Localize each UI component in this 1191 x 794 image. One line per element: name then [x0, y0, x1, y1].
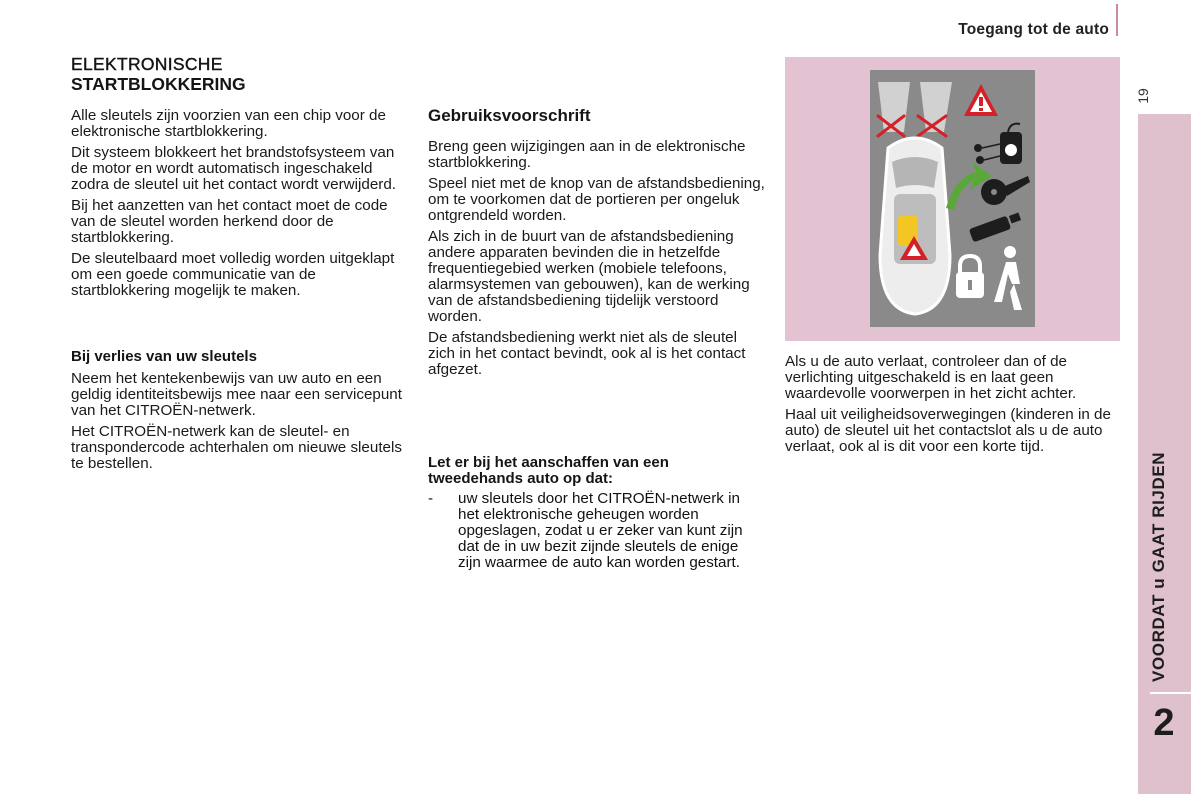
column-3-body — [785, 354, 1125, 460]
tab-divider — [1150, 692, 1191, 694]
safety-illustration — [870, 70, 1035, 327]
paragraph: Bij het aanzetten van het contact moet de code van de sleutel worden herkend door de startblokkering. — [71, 197, 388, 246]
section-title-line1: ELEKTRONISCHE — [71, 54, 223, 74]
paragraph: Dit systeem blokkeert het brandstofsysteem van de motor en wordt automatisch ingeschakeld zodra de sleutel uit het contact wordt verwijderd. — [71, 144, 397, 193]
paragraph: De afstandsbediening werkt niet als de sleutel zich in het contact bevindt, ook al is het contact afgezet. — [428, 329, 746, 378]
lost-keys-body — [71, 371, 411, 477]
chapter-title: VOORDAT u GAAT RIJDEN — [1149, 451, 1168, 682]
paragraph: De sleutelbaard moet volledig worden uitgeklapt om een goede communicatie van de startblokkering mogelijk te maken. — [71, 250, 395, 299]
bullet-dash: - — [428, 490, 434, 507]
paragraph: Als zich in de buurt van de afstandsbediening andere apparaten bevinden die in hetzelfde frequentiegebied werken (mobiele telefoons, alarmsystemen van gebouwen), kan de werking van de afstandsbediening tijdelijk verstoord worden. — [428, 228, 750, 325]
usage-heading: Gebruiksvoorschrift — [428, 106, 591, 125]
section-title-line2: STARTBLOKKERING — [71, 74, 246, 94]
page-number: 19 — [1135, 88, 1151, 104]
paragraph: Alle sleutels zijn voorzien van een chip voor de elektronische startblokkering. — [71, 107, 386, 140]
lost-keys-heading: Bij verlies van uw sleutels — [71, 348, 257, 365]
second-hand-heading: Let er bij het aanschaffen van een tweedehands auto op dat: — [428, 454, 669, 487]
paragraph: Neem het kentekenbewijs van uw auto en een geldig identiteitsbewijs mee naar een servicepunt van het CITROËN-netwerk. — [71, 370, 402, 419]
paragraph: Breng geen wijzigingen aan in de elektronische startblokkering. — [428, 138, 746, 171]
paragraph: Het CITROËN-netwerk kan de sleutel- en transpondercode achterhalen om nieuwe sleutels te bestellen. — [71, 423, 402, 472]
column-1-body — [71, 108, 411, 304]
column-2-body — [428, 139, 768, 383]
header-rule — [1116, 4, 1118, 36]
section-title — [71, 54, 391, 94]
bullet-text: uw sleutels door het CITROËN-netwerk in het elektronische geheugen worden opgeslagen, zodat u er zeker van kunt zijn dat de in uw bezit zijnde sleutels de enige zijn waarmee de auto kan worden gestart. — [458, 490, 743, 571]
paragraph: Speel niet met de knop van de afstandsbediening, om te voorkomen dat de portieren per ongeluk ontgrendeld worden. — [428, 175, 765, 224]
chapter-number: 2 — [1153, 702, 1175, 744]
running-header-title: Toegang tot de auto — [958, 21, 1109, 38]
paragraph: Haal uit veiligheidsoverwegingen (kinderen in de auto) de sleutel uit het contactslot als u de auto verlaat, ook al is dit voor een korte tijd. — [785, 406, 1111, 455]
paragraph: Als u de auto verlaat, controleer dan of de verlichting uitgeschakeld is en laat geen waardevolle voorwerpen in het zicht achter. — [785, 353, 1077, 402]
